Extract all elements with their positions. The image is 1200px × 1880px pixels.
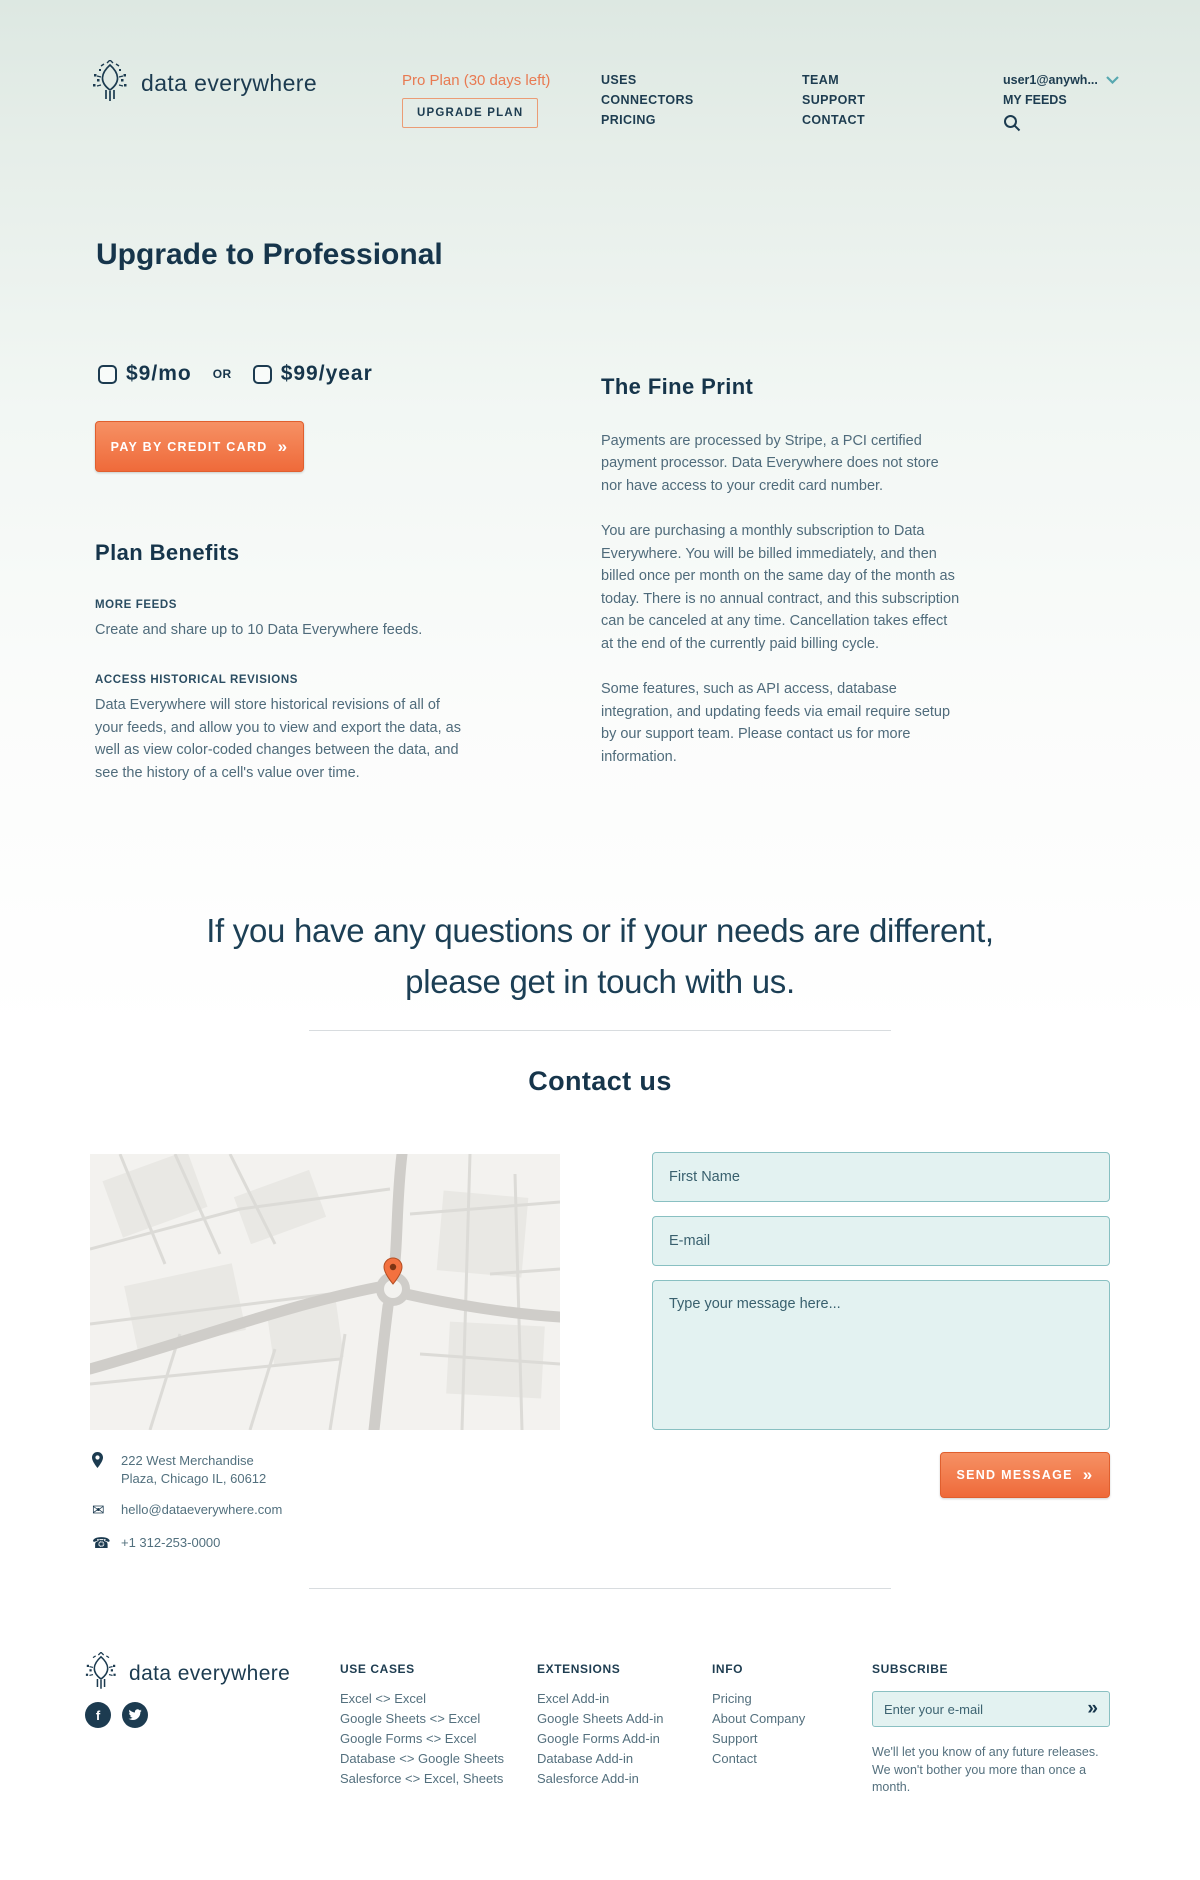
subscribe-note-line1: We'll let you know of any future releases. [872,1745,1099,1759]
subscribe-email-input[interactable] [884,1702,1087,1717]
send-message-button[interactable] [940,1452,1110,1498]
footer-link[interactable]: Google Forms Add-in [537,1731,660,1746]
double-arrow-icon: » [1082,1465,1094,1484]
footer-link[interactable]: Google Forms <> Excel [340,1731,477,1746]
footer-column-title: USE CASES [340,1662,415,1676]
phone-icon: ☎ [92,1534,111,1552]
user-menu[interactable] [1003,70,1119,90]
divider [309,1030,891,1031]
email-input[interactable] [652,1216,1110,1266]
page-title: Upgrade to Professional [96,238,443,271]
send-button-label: SEND MESSAGE [956,1468,1073,1482]
footer-link[interactable]: About Company [712,1711,806,1726]
search-icon[interactable] [1003,114,1119,137]
twitter-icon[interactable] [122,1702,148,1728]
brand-tree-icon [85,1652,117,1695]
price-options [98,362,373,386]
user-area [1003,70,1119,137]
subscribe-note-line2: We won't bother you more than once a month. [872,1762,1087,1794]
plan-box [402,72,550,128]
header-logo[interactable] [92,60,317,107]
location-pin-icon [92,1452,121,1488]
footer-link[interactable]: Pricing [712,1691,752,1706]
nav-pricing[interactable]: PRICING [601,113,656,127]
header-nav-col2 [802,70,865,130]
cta-text [90,905,1110,1007]
pay-by-credit-card-button[interactable] [95,421,304,472]
monthly-price-label: $9/mo [126,362,192,385]
first-name-input[interactable] [652,1152,1110,1202]
contact-us-title: Contact us [528,1066,672,1096]
footer-extensions [537,1662,663,1789]
fine-print-paragraph: You are purchasing a monthly subscription to Data Everywhere. You will be billed immediately, and then billed once per month on the same day of the month as today. There is no annual contract, and this subscription can be canceled at any time. Cancellation takes effect at the end of the currently paid billing cycle. [601,523,960,652]
contact-form [652,1152,1110,1430]
monthly-price-checkbox[interactable] [98,365,117,384]
footer-link[interactable]: Database Add-in [537,1751,634,1766]
user-email-text: user1@anywh... [1003,73,1098,87]
footer-subscribe [872,1662,1110,1797]
footer-column-title: INFO [712,1662,744,1676]
message-textarea[interactable] [652,1280,1110,1430]
nav-uses[interactable]: USES [601,73,637,87]
envelope-icon: ✉ [92,1502,105,1520]
fine-print-paragraph: Payments are processed by Stripe, a PCI certified payment processor. Data Everywhere does not store nor have access to your credit card number. [601,433,939,494]
benefit-text-revisions: Data Everywhere will store historical revisions of all of your feeds, and allow you to view and export the data, as well as view color-coded changes between the data, and see the history of a cell's value over time. [95,697,461,781]
social-links [85,1702,148,1728]
cta-line1: If you have any questions or if your needs are different, [206,912,994,949]
footer-link[interactable]: Support [712,1731,758,1746]
nav-support[interactable]: SUPPORT [802,93,866,107]
address-line2: Plaza, Chicago IL, 60612 [121,1471,267,1487]
pay-button-label: PAY BY CREDIT CARD [110,439,268,454]
brand-tree-icon [92,60,128,107]
address-row [92,1452,282,1488]
subscribe-title: SUBSCRIBE [872,1662,949,1676]
subscribe-submit-button[interactable]: » [1087,1698,1098,1719]
plan-status: Pro Plan (30 days left) [402,72,551,89]
header-nav-col1 [601,70,694,130]
facebook-icon[interactable]: f [85,1702,111,1728]
footer-info [712,1662,805,1769]
benefit-heading-more-feeds: MORE FEEDS [95,599,178,611]
fine-print-section [601,374,963,768]
footer-logo[interactable] [85,1652,290,1695]
contact-phone: +1 312-253-0000 [121,1534,221,1550]
plan-benefits-section [95,540,461,784]
footer-link[interactable]: Salesforce Add-in [537,1771,639,1786]
yearly-price-label: $99/year [280,362,373,385]
phone-row [92,1534,282,1554]
footer-link[interactable]: Google Sheets <> Excel [340,1711,481,1726]
double-arrow-icon: » [277,436,289,456]
footer-link[interactable]: Excel Add-in [537,1691,610,1706]
subscribe-note [872,1744,1110,1797]
my-feeds-link[interactable]: MY FEEDS [1003,93,1067,107]
divider [309,1588,891,1589]
footer-link[interactable]: Google Sheets Add-in [537,1711,664,1726]
fine-print-paragraph: Some features, such as API access, database integration, and updating feeds via email require setup by our support team. Please contact us for more information. [601,681,951,765]
cta-line2: please get in touch with us. [405,963,795,1001]
address-line1: 222 West Merchandise [121,1453,254,1468]
nav-connectors[interactable]: CONNECTORS [601,93,694,107]
upgrade-plan-button[interactable]: UPGRADE PLAN [402,98,538,128]
plan-benefits-title: Plan Benefits [95,540,240,565]
footer-link[interactable]: Salesforce <> Excel, Sheets [340,1771,504,1786]
contact-info [92,1452,282,1566]
or-label: OR [212,367,232,381]
benefit-heading-revisions: ACCESS HISTORICAL REVISIONS [95,674,299,687]
location-map[interactable] [90,1154,560,1430]
subscribe-input-wrap [872,1691,1110,1727]
fine-print-title: The Fine Print [601,374,754,399]
benefit-text-more-feeds: Create and share up to 10 Data Everywhere feeds. [95,622,423,638]
email-row [92,1501,282,1521]
nav-contact[interactable]: CONTACT [802,113,865,127]
brand-name: data everywhere [141,70,318,96]
footer-column-title: EXTENSIONS [537,1662,621,1676]
address-text [121,1452,266,1488]
nav-team[interactable]: TEAM [802,73,840,87]
chevron-down-icon [1106,70,1119,90]
footer-link[interactable]: Excel <> Excel [340,1691,426,1706]
contact-email-link[interactable]: hello@dataeverywhere.com [121,1502,283,1518]
footer-link[interactable]: Database <> Google Sheets [340,1751,505,1766]
footer-use-cases [340,1662,504,1789]
yearly-price-checkbox[interactable] [253,365,272,384]
brand-name: data everywhere [129,1661,291,1685]
footer-link[interactable]: Contact [712,1751,757,1766]
